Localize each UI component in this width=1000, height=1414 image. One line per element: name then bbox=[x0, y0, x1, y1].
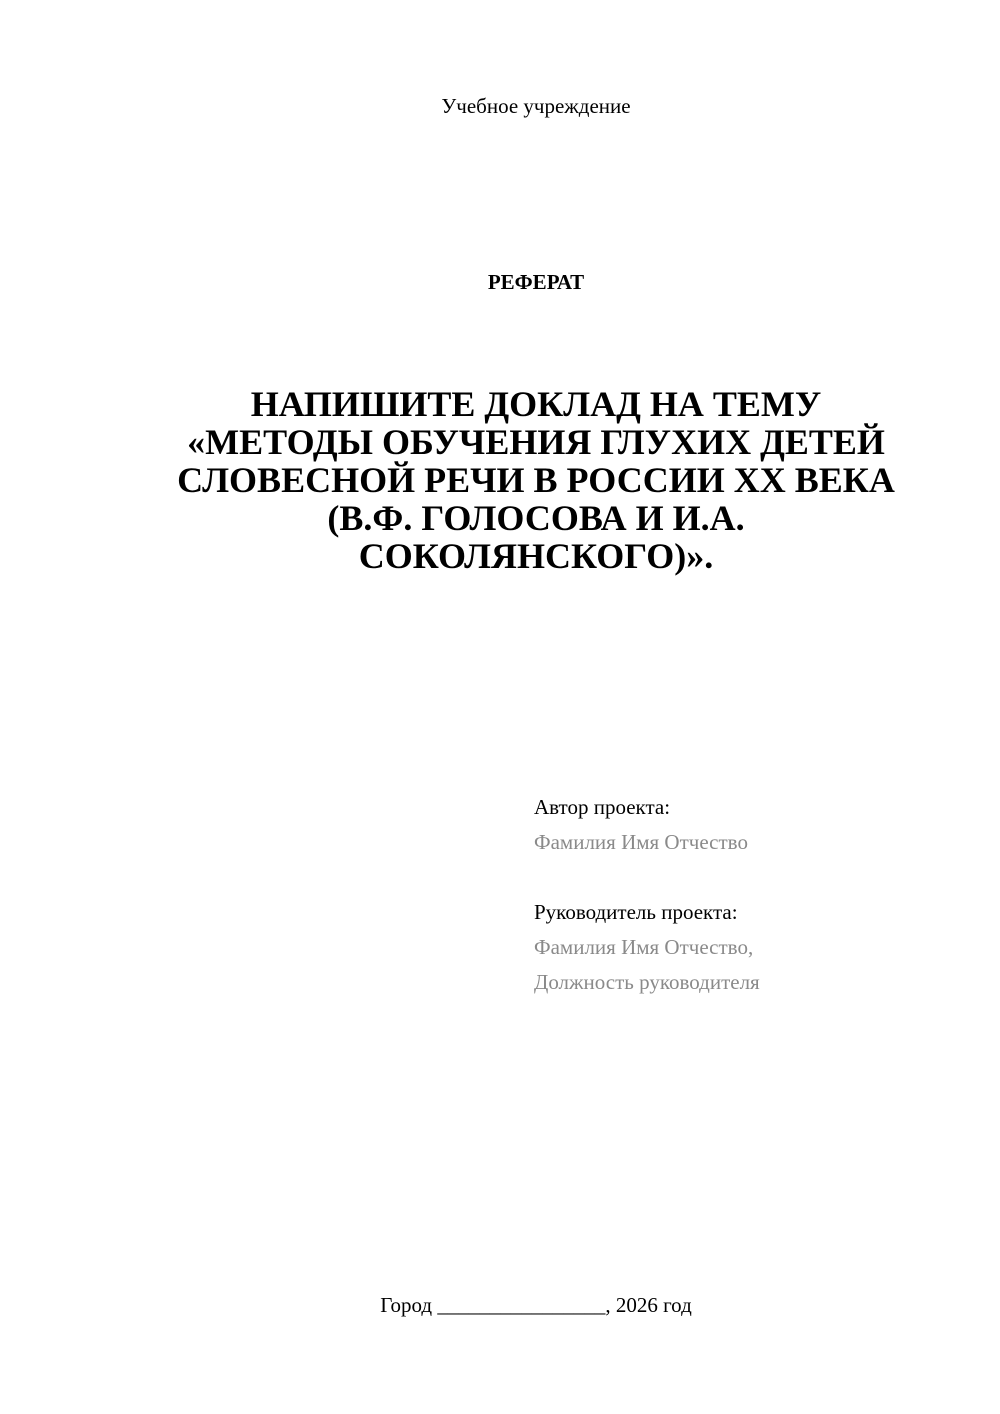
project-info bbox=[534, 790, 974, 1000]
author-label: Автор проекта: bbox=[534, 795, 671, 819]
topic-line: СЛОВЕСНОЙ РЕЧИ В РОССИИ XX ВЕКА bbox=[177, 460, 895, 500]
supervisor-name: Фамилия Имя Отчество, bbox=[534, 935, 754, 959]
topic-line: СОКОЛЯНСКОГО)». bbox=[358, 536, 714, 576]
topic-line: НАПИШИТЕ ДОКЛАД НА ТЕМУ bbox=[250, 384, 822, 424]
topic-line: (В.Ф. ГОЛОСОВА И И.А. bbox=[327, 498, 745, 538]
spacer bbox=[534, 860, 974, 895]
topic-title bbox=[120, 385, 952, 575]
topic-line: «МЕТОДЫ ОБУЧЕНИЯ ГЛУХИХ ДЕТЕЙ bbox=[187, 422, 885, 462]
supervisor-label: Руководитель проекта: bbox=[534, 900, 738, 924]
city-year-line: Город ________________, 2026 год bbox=[380, 1293, 692, 1317]
institution-name: Учебное учреждение bbox=[441, 94, 631, 118]
author-name: Фамилия Имя Отчество bbox=[534, 830, 748, 854]
supervisor-position: Должность руководителя bbox=[534, 970, 760, 994]
document-type: РЕФЕРАТ bbox=[487, 270, 585, 294]
